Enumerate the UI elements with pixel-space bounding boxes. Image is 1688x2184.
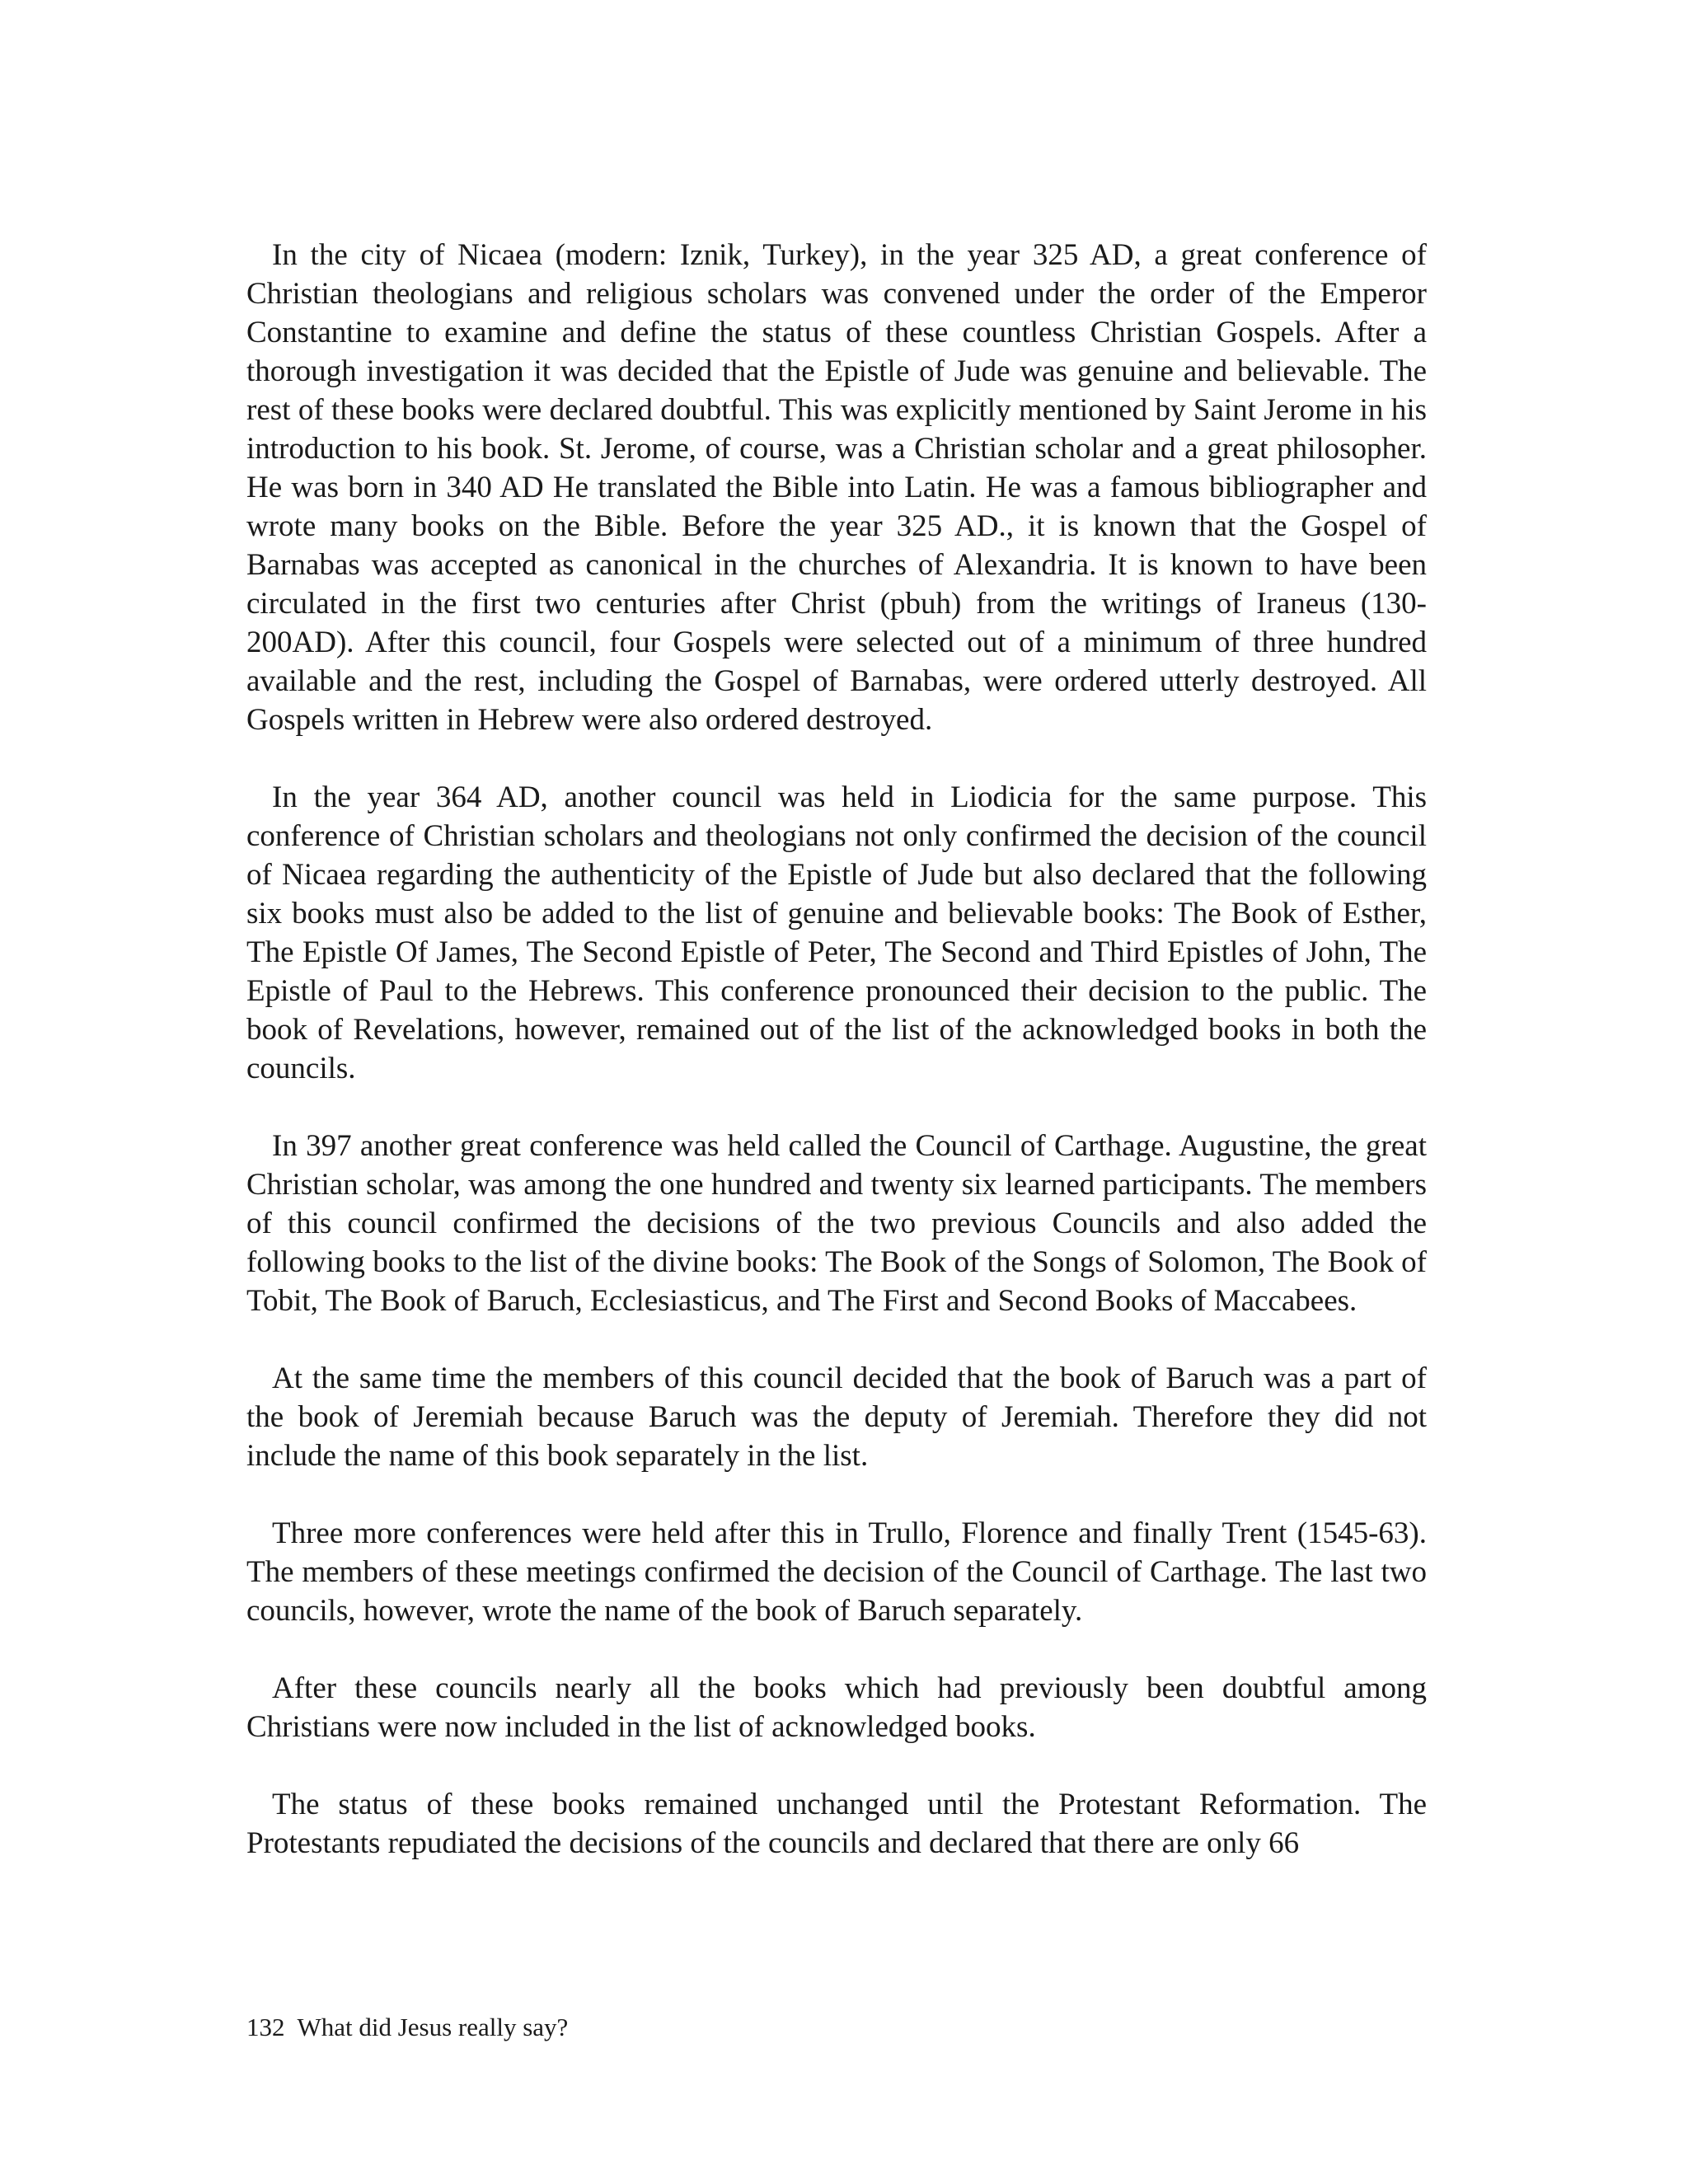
page-footer (246, 2011, 568, 2044)
page-number: 132 (246, 2013, 285, 2041)
page-body (246, 236, 1427, 1901)
paragraph-trent: Three more conferences were held after this in Trullo, Florence and finally Trent (1545-63). The members of these meetings confirmed the decision of the Council of Carthage. The last two councils, however, wrote the name of the book of Baruch separately. (246, 1516, 1427, 1628)
paragraph-reformation: The status of these books remained unchanged until the Protestant Reformation. The Protestants repudiated the decisions of the councils and declared that there are only 66 (246, 1788, 1427, 1860)
paragraph-baruch: At the same time the members of this council decided that the book of Baruch was a part of the book of Jeremiah because Baruch was the deputy of Jeremiah. Therefore they did not include the name of this book separately in the list. (246, 1361, 1427, 1473)
paragraph-nicaea: In the city of Nicaea (modern: Iznik, Turkey), in the year 325 AD, a great conference of Christian theologians and religious scholars was convened under the order of the Emperor Constantine to examine and define the status of these countless Christian Gospels. After a thorough investigation it was decided that the Epistle of Jude was genuine and believable. The rest of these books were declared doubtful. This was explicitly mentioned by Saint Jerome in his introduction to his book. St. Jerome, of course, was a Christian scholar and a great philosopher. He was born in 340 AD He translated the Bible into Latin. He was a famous bibliographer and wrote many books on the Bible. Before the year 325 AD., it is known that the Gospel of Barnabas was accepted as canonical in the churches of Alexandria. It is known to have been circulated in the first two centuries after Christ (pbuh) from the writings of Iraneus (130-200AD). After this council, four Gospels were selected out of a minimum of three hundred available and the rest, including the Gospel of Barnabas, were ordered utterly destroyed. All Gospels written in Hebrew were also ordered destroyed. (246, 238, 1427, 737)
paragraph-acknowledged-books: After these councils nearly all the books which had previously been doubtful among Christians were now included in the list of acknowledged books. (246, 1671, 1427, 1744)
paragraph-carthage: In 397 another great conference was held called the Council of Carthage. Augustine, the great Christian scholar, was among the one hundred and twenty six learned participants. The members of this council confirmed the decisions of the two previous Councils and also added the following books to the list of the divine books: The Book of the Songs of Solomon, The Book of Tobit, The Book of Baruch, Ecclesiasticus, and The First and Second Books of Maccabees. (246, 1129, 1427, 1318)
paragraph-liodicia: In the year 364 AD, another council was held in Liodicia for the same purpose. This conference of Christian scholars and theologians not only confirmed the decision of the council of Nicaea regarding the authenticity of the Epistle of Jude but also declared that the following six books must also be added to the list of genuine and believable books: The Book of Esther, The Epistle Of James, The Second Epistle of Peter, The Second and Third Epistles of John, The Epistle of Paul to the Hebrews. This conference pronounced their decision to the public. The book of Revelations, however, remained out of the list of the acknowledged books in both the councils. (246, 780, 1427, 1085)
running-title: What did Jesus really say? (297, 2013, 569, 2041)
